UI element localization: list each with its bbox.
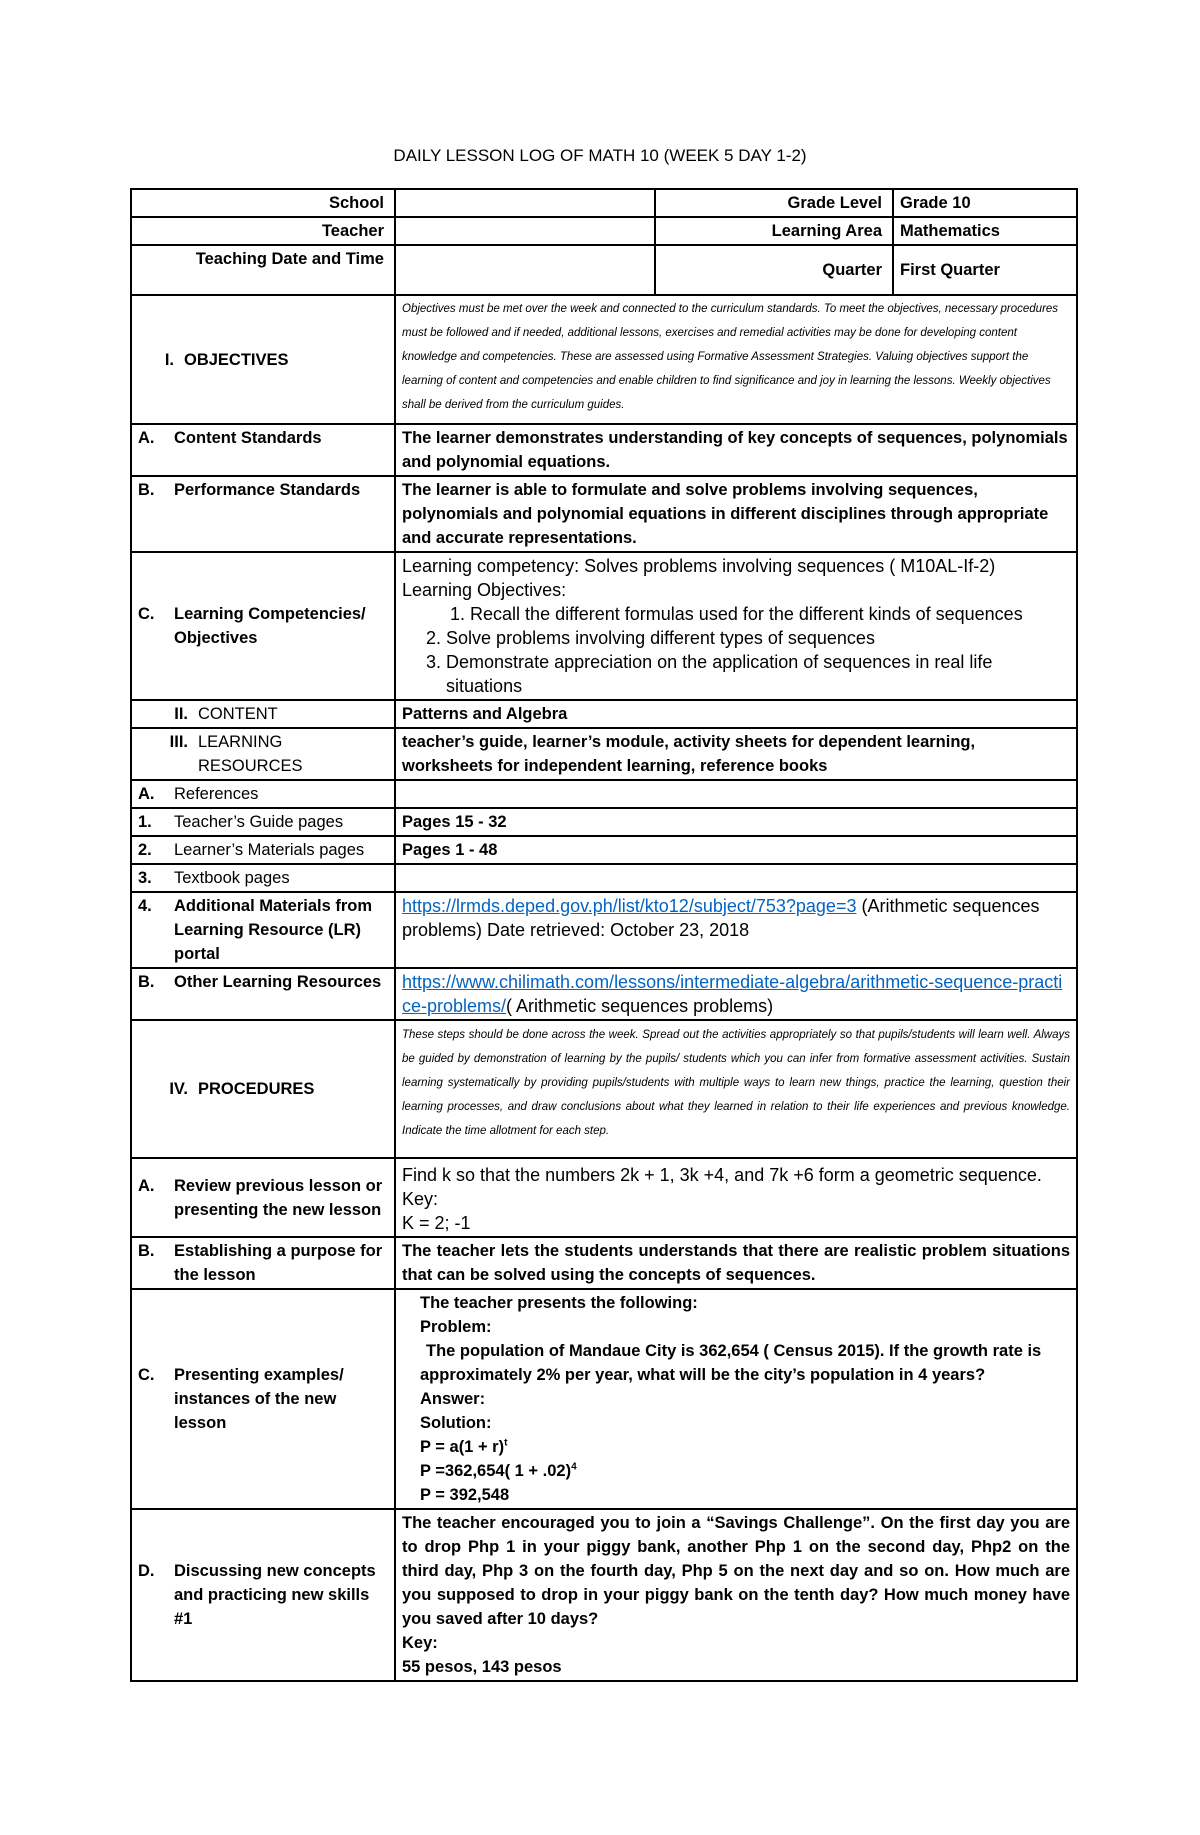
performance-standards-row <box>131 476 1077 552</box>
lm-label-cell <box>131 836 395 864</box>
content-standards-label-cell <box>131 424 395 476</box>
learning-competency: Learning competency: Solves problems involving sequences ( M10AL-If-2) <box>402 556 996 576</box>
performance-standards-label: Performance Standards <box>174 481 361 499</box>
teacher-row <box>131 217 1077 245</box>
purpose-label: Establishing a purpose for the lesson <box>174 1242 383 1284</box>
lm-value: Pages 1 - 48 <box>395 836 1077 864</box>
objectives-note: Objectives must be met over the week and connected to the curriculum standards. To meet the objectives, necessary procedures must be followed and if needed, additional lessons, exercises and remedial activities may be done for developing content knowledge and competencies. These are assessed using Formative Assessment Strategies. Valuing objectives support the learning of content and competencies and enable children to find significance and joy in learning the lessons. Weekly objectives shall be derived from the curriculum guides. <box>395 295 1077 424</box>
resources-row <box>131 728 1077 780</box>
tg-label-cell <box>131 808 395 836</box>
procedures-row <box>131 1020 1077 1158</box>
review-key-label: Key: <box>402 1189 439 1209</box>
purpose-letter: B. <box>138 1242 155 1260</box>
review-row <box>131 1158 1077 1237</box>
competencies-value <box>395 552 1077 700</box>
content-value: Patterns and Algebra <box>395 700 1077 728</box>
quarter-label: Quarter <box>655 245 893 295</box>
objective-item-3: 3. Demonstrate appreciation on the application of sequences in real life situations <box>426 652 993 696</box>
content-standards-letter: A. <box>138 429 155 447</box>
discussing-key-value: 55 pesos, 143 pesos <box>402 1658 562 1676</box>
references-label-cell <box>131 780 395 808</box>
references-value <box>395 780 1077 808</box>
references-label: References <box>174 785 259 803</box>
purpose-label-cell <box>131 1237 395 1289</box>
examples-value <box>395 1289 1077 1509</box>
solution-label: Solution: <box>420 1414 492 1432</box>
procedures-num: IV. <box>169 1080 188 1098</box>
discussing-value <box>395 1509 1077 1681</box>
other-description: ( Arithmetic sequences problems) <box>506 996 774 1016</box>
objectives-label: OBJECTIVES <box>184 350 289 369</box>
additional-letter: 4. <box>138 897 152 915</box>
purpose-value: The teacher lets the students understands that there are realistic problem situations that can be solved using the concepts of sequences. <box>395 1237 1077 1289</box>
school-row <box>131 189 1077 217</box>
additional-value <box>395 892 1077 968</box>
tg-value: Pages 15 - 32 <box>395 808 1077 836</box>
procedures-label-cell <box>131 1020 395 1158</box>
resources-label-cell <box>131 728 395 780</box>
examples-letter: C. <box>138 1366 155 1384</box>
other-label-cell <box>131 968 395 1020</box>
school-label: School <box>131 189 395 217</box>
grade-level-label: Grade Level <box>655 189 893 217</box>
lesson-log-table <box>130 188 1078 1682</box>
performance-standards-letter: B. <box>138 481 155 499</box>
other-label: Other Learning Resources <box>174 973 382 991</box>
resources-num: III. <box>169 733 188 751</box>
lm-letter: 2. <box>138 841 152 859</box>
objectives-num: I. <box>164 350 174 369</box>
review-letter: A. <box>138 1176 155 1195</box>
discussing-text: The teacher encouraged you to join a “Savings Challenge”. On the first day you are to drop Php 1 in your piggy bank, another Php 1 on the second day, Php2 on the third day, Php 3 on the fourth day, Php 5 on the next day and so on. How much are you supposed to drop in your piggy bank on the tenth day? How much money have you saved after 10 days? <box>402 1514 1070 1628</box>
date-value <box>395 245 655 295</box>
objectives-label-cell <box>131 295 395 424</box>
content-standards-label: Content Standards <box>174 429 322 447</box>
examples-intro: The teacher presents the following: <box>420 1294 698 1312</box>
lm-pages-row <box>131 836 1077 864</box>
textbook-row <box>131 864 1077 892</box>
chilimath-link[interactable]: https://www.chilimath.com/lessons/intermediate-algebra/arithmetic-sequence-practice-problems/ <box>402 972 1063 1016</box>
school-value <box>395 189 655 217</box>
references-letter: A. <box>138 785 155 803</box>
content-standards-row <box>131 424 1077 476</box>
result: P = 392,548 <box>420 1486 510 1504</box>
discussing-letter: D. <box>138 1562 155 1580</box>
content-label-cell <box>131 700 395 728</box>
problem-text: The population of Mandaue City is 362,654 ( Census 2015). If the growth rate is approximately 2% per year, what will be the city’s population in 4 years? <box>420 1342 1042 1384</box>
content-num: II. <box>174 705 188 723</box>
other-value <box>395 968 1077 1020</box>
review-value <box>395 1158 1077 1237</box>
additional-label-cell <box>131 892 395 968</box>
performance-standards-label-cell <box>131 476 395 552</box>
content-row <box>131 700 1077 728</box>
objective-item-2: 2. Solve problems involving different types of sequences <box>426 628 875 648</box>
content-standards-value: The learner demonstrates understanding of key concepts of sequences, polynomials and polynomial equations. <box>395 424 1077 476</box>
procedures-note: These steps should be done across the week. Spread out the activities appropriately so that pupils/students will learn well. Always be guided by demonstration of learning by the pupils/ students which you can infer from formative assessment activities. Sustain learning systematically by providing pupils/students with multiple ways to learn new things, practice the learning, question their learning processes, and draw conclusions about what they learned in relation to their life experiences and previous knowledge. Indicate the time allotment for each step. <box>395 1020 1077 1158</box>
objective-item-1: 1. Recall the different formulas used for the different kinds of sequences <box>450 604 1023 624</box>
textbook-label-cell <box>131 864 395 892</box>
tg-pages-row <box>131 808 1077 836</box>
examples-label: Presenting examples/ instances of the new lesson <box>174 1366 344 1432</box>
problem-label: Problem: <box>420 1318 492 1336</box>
examples-label-cell <box>131 1289 395 1509</box>
textbook-letter: 3. <box>138 869 152 887</box>
references-row <box>131 780 1077 808</box>
quarter-value: First Quarter <box>893 245 1077 295</box>
learning-objectives-heading: Learning Objectives: <box>402 580 567 600</box>
content-label: CONTENT <box>198 705 278 723</box>
additional-materials-row <box>131 892 1077 968</box>
purpose-row <box>131 1237 1077 1289</box>
date-label: Teaching Date and Time <box>131 245 395 295</box>
page-title: DAILY LESSON LOG OF MATH 10 (WEEK 5 DAY 1-2) <box>393 146 807 165</box>
tg-letter: 1. <box>138 813 152 831</box>
review-key-value: K = 2; -1 <box>402 1213 471 1233</box>
answer-label: Answer: <box>420 1390 486 1408</box>
substitution: P =362,654( 1 + .02)$^4$ <box>420 1461 577 1480</box>
competencies-row <box>131 552 1077 700</box>
tg-label: Teacher’s Guide pages <box>174 813 344 831</box>
formula: $P = a(1 + r)^t$ <box>420 1437 508 1456</box>
lrmds-link[interactable]: https://lrmds.deped.gov.ph/list/kto12/subject/753?page=3 <box>402 896 857 916</box>
review-label: Review previous lesson or presenting the new lesson <box>174 1176 383 1219</box>
textbook-value <box>395 864 1077 892</box>
examples-row <box>131 1289 1077 1509</box>
date-row <box>131 245 1077 295</box>
competencies-letter: C. <box>138 605 155 623</box>
grade-level-value: Grade 10 <box>893 189 1077 217</box>
other-letter: B. <box>138 973 155 991</box>
discussing-key-label: Key: <box>402 1634 438 1652</box>
competencies-label: Learning Competencies/ Objectives <box>174 605 366 647</box>
resources-label: LEARNING RESOURCES <box>198 733 303 775</box>
teacher-value <box>395 217 655 245</box>
learning-area-value: Mathematics <box>893 217 1077 245</box>
discussing-label-cell <box>131 1509 395 1681</box>
other-resources-row <box>131 968 1077 1020</box>
objectives-row <box>131 295 1077 424</box>
textbook-label: Textbook pages <box>174 869 290 887</box>
additional-label: Additional Materials from Learning Resource (LR) portal <box>174 897 373 963</box>
competencies-label-cell <box>131 552 395 700</box>
review-label-cell <box>131 1158 395 1237</box>
lm-label: Learner’s Materials pages <box>174 841 365 859</box>
performance-standards-value: The learner is able to formulate and solve problems involving sequences, polynomials and polynomial equations in different disciplines through appropriate and accurate representations. <box>395 476 1077 552</box>
discussing-label: Discussing new concepts and practicing new skills #1 <box>174 1562 376 1628</box>
teacher-label: Teacher <box>131 217 395 245</box>
discussing-row <box>131 1509 1077 1681</box>
additional-description: (Arithmetic sequences problems) Date retrieved: October 23, 2018 <box>402 896 1040 940</box>
review-question: Find k so that the numbers 2k + 1, 3k +4, and 7k +6 form a geometric sequence. <box>402 1165 1042 1185</box>
learning-area-label: Learning Area <box>655 217 893 245</box>
resources-value: teacher’s guide, learner’s module, activity sheets for dependent learning, worksheets for independent learning, reference books <box>395 728 1077 780</box>
procedures-label: PROCEDURES <box>198 1080 315 1098</box>
